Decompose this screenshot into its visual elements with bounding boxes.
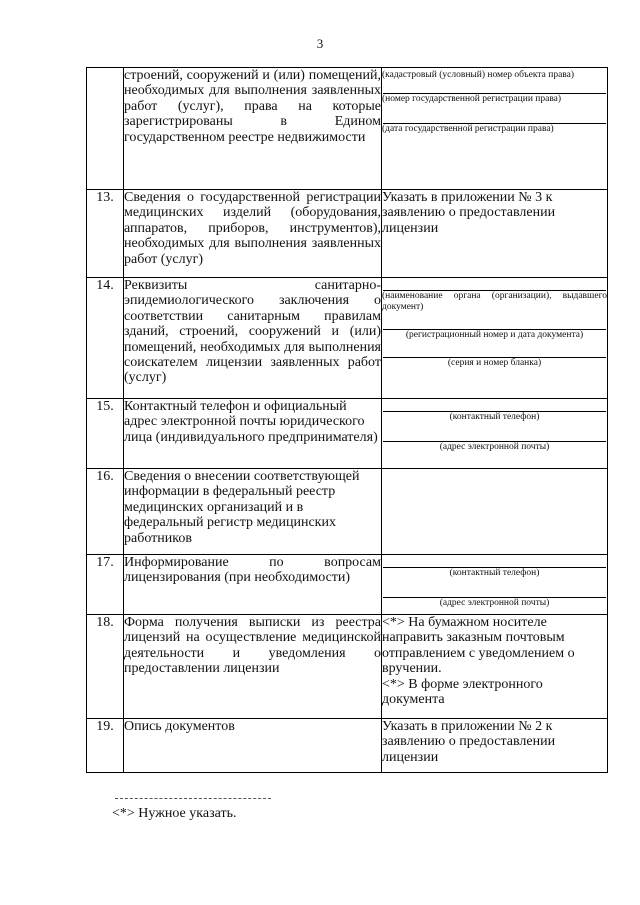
row-number xyxy=(87,68,124,190)
table-row xyxy=(87,399,608,469)
field-caption: (наименование органа (организации), выдавшего документ) xyxy=(382,291,607,312)
blank-line[interactable] xyxy=(383,432,606,442)
row-value: Указать в приложении № 3 к заявлению о предоставлении лицензии xyxy=(382,190,608,278)
row-description: Реквизиты санитарно-эпидемиологического заключения о соответствии санитарным правилам зданий, строений, сооружений и (или) помещений, необходимых для выполнения соискателем лицензии заявленных работ (услуг) xyxy=(124,278,382,399)
field-caption: (адрес электронной почты) xyxy=(439,598,550,608)
row-value xyxy=(382,399,608,469)
row-description: Опись документов xyxy=(124,719,382,773)
row-description: Сведения о внесении соответствующей информации в федеральный реестр медицинских организаций и в федеральный регистр медицинских работников xyxy=(124,469,382,555)
row-value xyxy=(382,68,608,190)
row-value xyxy=(382,469,608,555)
row-number: 13. xyxy=(87,190,124,278)
row-number: 14. xyxy=(87,278,124,399)
delivery-option-electronic[interactable]: <*> В форме электронного документа xyxy=(382,676,543,708)
row-description: Форма получения выписки из реестра лицензий на осуществление медицинской деятельности и уведомления о предоставлении лицензии xyxy=(124,615,382,719)
row-value xyxy=(382,615,608,719)
blank-line[interactable] xyxy=(383,588,606,598)
row-description: Сведения о государственной регистрации медицинских изделий (оборудования, аппаратов, приборов, инструментов), необходимых для выполнения заявленных работ (услуг) xyxy=(124,190,382,278)
table-row xyxy=(87,68,608,190)
field-caption: (серия и номер бланка) xyxy=(447,358,542,368)
row-number: 15. xyxy=(87,399,124,469)
row-value: Указать в приложении № 2 к заявлению о предоставлении лицензии xyxy=(382,719,608,773)
delivery-option-paper[interactable]: <*> На бумажном носителе направить заказным почтовым отправлением с уведомлением о вручении. xyxy=(382,615,575,677)
field-caption: (кадастровый (условный) номер объекта права) xyxy=(382,70,575,80)
table-row xyxy=(87,719,608,773)
blank-line[interactable] xyxy=(383,348,606,358)
table-row xyxy=(87,190,608,278)
row-number: 17. xyxy=(87,555,124,615)
row-number: 18. xyxy=(87,615,124,719)
table-row xyxy=(87,469,608,555)
field-caption: (номер государственной регистрации права) xyxy=(382,94,562,104)
row-number: 19. xyxy=(87,719,124,773)
blank-line[interactable] xyxy=(383,114,606,124)
row-number: 16. xyxy=(87,469,124,555)
blank-line[interactable] xyxy=(383,320,606,330)
blank-line[interactable] xyxy=(383,402,606,412)
footnote: <*> Нужное указать. xyxy=(112,806,237,821)
table-row xyxy=(87,555,608,615)
blank-line[interactable] xyxy=(383,558,606,568)
field-caption: (контактный телефон) xyxy=(449,412,540,422)
blank-line[interactable] xyxy=(383,84,606,94)
table-row xyxy=(87,615,608,719)
page-number: 3 xyxy=(316,36,324,51)
table-row xyxy=(87,278,608,399)
field-caption: (дата государственной регистрации права) xyxy=(382,124,554,134)
field-caption: (адрес электронной почты) xyxy=(439,442,550,452)
field-caption: (регистрационный номер и дата документа) xyxy=(405,330,584,340)
row-description: строений, сооружений и (или) помещений, необходимых для выполнения заявленных работ (услуг), права на которые зарегистрированы в Едином государственном реестре недвижимости xyxy=(124,68,382,190)
field-caption: (контактный телефон) xyxy=(449,568,540,578)
application-table xyxy=(86,67,608,773)
footnote-separator xyxy=(115,798,271,799)
blank-line[interactable] xyxy=(383,281,606,291)
row-value xyxy=(382,278,608,399)
row-value xyxy=(382,555,608,615)
row-description: Контактный телефон и официальный адрес электронной почты юридического лица (индивидуального предпринимателя) xyxy=(124,399,382,469)
row-description: Информирование по вопросам лицензирования (при необходимости) xyxy=(124,555,382,615)
